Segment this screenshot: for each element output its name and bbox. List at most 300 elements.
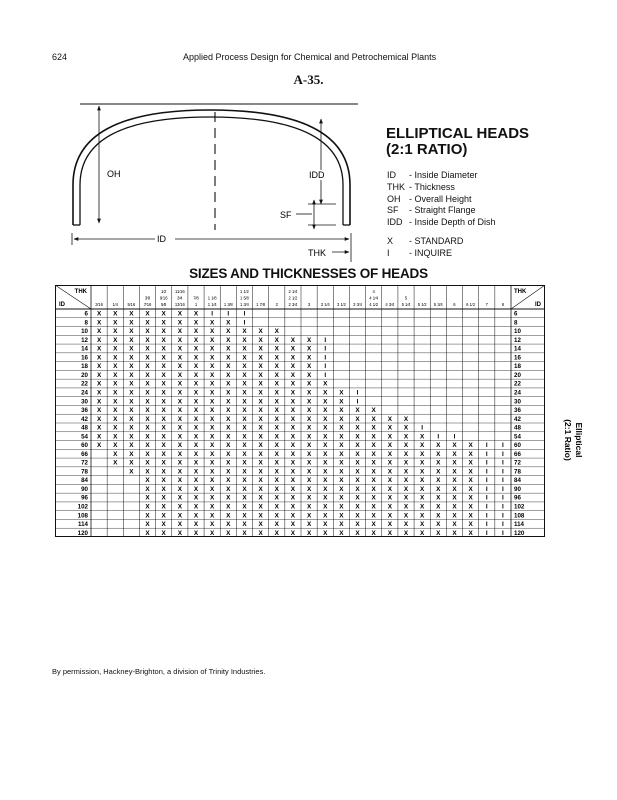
standard-mark: X xyxy=(387,503,392,511)
standard-mark: X xyxy=(210,459,215,467)
standard-mark: X xyxy=(210,494,215,502)
standard-mark: X xyxy=(420,485,425,493)
standard-mark: X xyxy=(274,485,279,493)
standard-mark: X xyxy=(226,477,231,485)
standard-mark: X xyxy=(339,529,344,537)
standard-mark: X xyxy=(226,407,231,415)
standard-mark: X xyxy=(193,521,199,529)
legend-key: X xyxy=(387,236,394,246)
standard-mark: X xyxy=(177,354,182,362)
standard-mark: X xyxy=(193,503,199,511)
standard-mark: X xyxy=(323,407,328,415)
row-id-left: 54 xyxy=(81,433,88,441)
row-id-left: 18 xyxy=(81,363,88,371)
standard-mark: X xyxy=(306,450,312,458)
standard-mark: X xyxy=(226,450,231,458)
standard-mark: X xyxy=(193,468,199,476)
standard-mark: X xyxy=(242,450,247,458)
row-id-right: 6 xyxy=(514,310,518,318)
standard-mark: X xyxy=(193,424,199,432)
inquire-mark: I xyxy=(324,345,327,353)
standard-mark: X xyxy=(306,336,312,344)
standard-mark: X xyxy=(468,485,473,493)
standard-mark: X xyxy=(161,521,166,529)
row-id-right: 114 xyxy=(514,521,524,529)
standard-mark: X xyxy=(306,363,312,371)
standard-mark: X xyxy=(226,380,231,388)
standard-mark: X xyxy=(290,503,296,511)
standard-mark: X xyxy=(403,468,409,476)
standard-mark: X xyxy=(420,442,425,450)
standard-mark: X xyxy=(113,450,118,458)
standard-mark: X xyxy=(226,459,231,467)
standard-mark: X xyxy=(210,371,215,379)
standard-mark: X xyxy=(420,477,425,485)
standard-mark: X xyxy=(129,442,134,450)
standard-mark: X xyxy=(290,354,296,362)
legend-row xyxy=(387,170,496,182)
standard-mark: X xyxy=(323,398,328,406)
standard-mark: X xyxy=(129,398,134,406)
column-header: 1 xyxy=(194,302,198,307)
standard-mark: X xyxy=(145,442,150,450)
standard-mark: X xyxy=(339,442,344,450)
standard-mark: X xyxy=(403,494,409,502)
legend-row xyxy=(387,217,496,229)
standard-mark: X xyxy=(161,407,166,415)
standard-mark: X xyxy=(113,336,118,344)
standard-mark: X xyxy=(113,310,118,318)
standard-mark: X xyxy=(161,389,166,397)
standard-mark: X xyxy=(258,503,263,511)
standard-mark: X xyxy=(145,494,150,502)
standard-mark: X xyxy=(274,459,279,467)
standard-mark: X xyxy=(355,424,360,432)
standard-mark: X xyxy=(177,494,182,502)
standard-mark: X xyxy=(161,380,166,388)
row-id-left: 114 xyxy=(78,521,88,529)
standard-mark: X xyxy=(339,389,344,397)
standard-mark: X xyxy=(258,468,263,476)
row-id-left: 10 xyxy=(81,328,88,336)
standard-mark: X xyxy=(129,363,134,371)
inquire-mark: I xyxy=(485,512,488,520)
standard-mark: X xyxy=(96,310,102,318)
standard-mark: X xyxy=(355,468,360,476)
standard-mark: X xyxy=(306,442,312,450)
standard-mark: X xyxy=(161,459,166,467)
standard-mark: X xyxy=(193,485,199,493)
standard-mark: X xyxy=(323,442,328,450)
standard-mark: X xyxy=(226,354,231,362)
thk-label: THK xyxy=(308,248,326,258)
standard-mark: X xyxy=(274,477,279,485)
standard-mark: X xyxy=(258,389,263,397)
row-id-right: 102 xyxy=(514,503,525,511)
standard-mark: X xyxy=(242,468,247,476)
standard-mark: X xyxy=(339,398,344,406)
standard-mark: X xyxy=(306,512,312,520)
standard-mark: X xyxy=(403,485,409,493)
standard-mark: X xyxy=(96,363,102,371)
standard-mark: X xyxy=(113,424,118,432)
legend-key: SF xyxy=(387,205,399,216)
inquire-mark: I xyxy=(243,310,246,318)
row-id-right: 10 xyxy=(514,328,521,336)
row-id-right: 16 xyxy=(514,354,521,362)
legend-row xyxy=(387,182,496,194)
standard-mark: X xyxy=(129,459,134,467)
standard-mark: X xyxy=(242,433,247,441)
standard-mark: X xyxy=(177,398,182,406)
standard-mark: X xyxy=(290,512,296,520)
standard-mark: X xyxy=(355,407,360,415)
standard-mark: X xyxy=(306,354,312,362)
inquire-mark: I xyxy=(485,442,488,450)
standard-mark: X xyxy=(339,477,344,485)
standard-mark: X xyxy=(306,389,312,397)
standard-mark: X xyxy=(339,415,344,423)
standard-mark: X xyxy=(306,477,312,485)
standard-mark: X xyxy=(387,424,392,432)
legend-text: - Thickness xyxy=(409,181,455,192)
standard-mark: X xyxy=(193,380,199,388)
standard-mark: X xyxy=(323,477,328,485)
standard-mark: X xyxy=(177,345,182,353)
standard-mark: X xyxy=(129,310,134,318)
standard-mark: X xyxy=(145,310,150,318)
standard-mark: X xyxy=(290,450,296,458)
standard-mark: X xyxy=(355,415,360,423)
standard-mark: X xyxy=(113,398,118,406)
standard-mark: X xyxy=(274,354,279,362)
standard-mark: X xyxy=(145,512,150,520)
legend-key: I xyxy=(387,247,390,258)
standard-mark: X xyxy=(113,389,118,397)
standard-mark: X xyxy=(290,363,296,371)
row-id-right: 14 xyxy=(514,345,521,353)
standard-mark: X xyxy=(226,319,231,327)
standard-mark: X xyxy=(306,371,312,379)
standard-mark: X xyxy=(420,468,425,476)
standard-mark: X xyxy=(129,424,134,432)
standard-mark: X xyxy=(210,407,215,415)
standard-mark: X xyxy=(339,407,344,415)
standard-mark: X xyxy=(210,450,215,458)
column-header: 4 1⁄2 xyxy=(369,302,379,307)
standard-mark: X xyxy=(129,328,134,336)
standard-mark: X xyxy=(323,380,328,388)
standard-mark: X xyxy=(274,415,279,423)
standard-mark: X xyxy=(177,529,182,537)
standard-mark: X xyxy=(210,328,215,336)
permission-note: By permission, Hackney-Brighton, a division of Trinity Industries. xyxy=(52,667,266,676)
standard-mark: X xyxy=(339,424,344,432)
legend-text: - Overall Height xyxy=(409,193,472,204)
standard-mark: X xyxy=(161,442,166,450)
standard-mark: X xyxy=(113,319,118,327)
standard-mark: X xyxy=(226,371,231,379)
standard-mark: X xyxy=(290,407,296,415)
inquire-mark: I xyxy=(324,371,327,379)
inquire-mark: I xyxy=(502,512,504,520)
inquire-mark: I xyxy=(243,319,246,327)
standard-mark: X xyxy=(274,328,279,336)
standard-mark: X xyxy=(193,512,199,520)
abbreviation-legend xyxy=(387,170,496,229)
legend-text: - Inside Depth of Dish xyxy=(409,217,496,228)
standard-mark: X xyxy=(161,345,166,353)
inquire-mark: I xyxy=(453,433,456,441)
standard-mark: X xyxy=(193,529,199,537)
row-id-left: 108 xyxy=(77,512,88,520)
row-id-right: 54 xyxy=(514,433,521,441)
inquire-mark: I xyxy=(324,354,327,362)
row-id-left: 36 xyxy=(81,407,88,415)
standard-mark: X xyxy=(452,494,457,502)
standard-mark: X xyxy=(468,468,473,476)
standard-mark: X xyxy=(355,442,360,450)
standard-mark: X xyxy=(290,424,296,432)
standard-mark: X xyxy=(371,415,376,423)
standard-mark: X xyxy=(468,459,473,467)
standard-mark: X xyxy=(468,450,473,458)
row-id-right: 48 xyxy=(514,424,521,432)
standard-mark: X xyxy=(290,529,296,537)
standard-mark: X xyxy=(355,433,360,441)
standard-mark: X xyxy=(371,494,376,502)
row-id-left: 90 xyxy=(81,485,88,493)
standard-mark: X xyxy=(436,450,441,458)
standard-mark: X xyxy=(306,433,312,441)
standard-mark: X xyxy=(242,371,247,379)
column-header: 5 xyxy=(404,295,408,301)
side-label-line1: Elliptical xyxy=(574,422,584,458)
idd-label: IDD xyxy=(309,170,325,180)
standard-mark: X xyxy=(226,415,231,423)
standard-mark: X xyxy=(242,389,247,397)
standard-mark: X xyxy=(339,433,344,441)
standard-mark: X xyxy=(193,398,199,406)
standard-mark: X xyxy=(113,380,118,388)
standard-mark: X xyxy=(452,521,457,529)
row-id-right: 78 xyxy=(514,468,521,476)
standard-mark: X xyxy=(290,371,296,379)
standard-mark: X xyxy=(113,371,118,379)
inquire-mark: I xyxy=(485,477,488,485)
column-header: 1 3⁄8 xyxy=(223,302,233,307)
standard-mark: X xyxy=(210,512,215,520)
column-header: 13⁄16 xyxy=(174,302,185,307)
standard-mark: X xyxy=(290,345,296,353)
standard-mark: X xyxy=(355,485,360,493)
standard-mark: X xyxy=(339,494,344,502)
column-header: 3 1⁄4 xyxy=(320,302,330,307)
inquire-mark: I xyxy=(502,485,504,493)
standard-mark: X xyxy=(371,450,376,458)
heads-title-line2: (2:1 RATIO) xyxy=(386,141,468,158)
row-id-right: 20 xyxy=(514,371,521,379)
standard-mark: X xyxy=(436,503,441,511)
standard-mark: X xyxy=(274,398,279,406)
standard-mark: X xyxy=(193,415,199,423)
standard-mark: X xyxy=(452,468,457,476)
legend-key: OH xyxy=(387,193,401,204)
standard-mark: X xyxy=(129,319,134,327)
standard-mark: X xyxy=(258,407,263,415)
standard-mark: X xyxy=(177,407,182,415)
row-id-left: 14 xyxy=(81,345,88,353)
standard-mark: X xyxy=(242,407,247,415)
standard-mark: X xyxy=(96,433,102,441)
standard-mark: X xyxy=(258,354,263,362)
standard-mark: X xyxy=(177,371,182,379)
row-id-left: 78 xyxy=(81,468,88,476)
standard-mark: X xyxy=(258,485,263,493)
standard-mark: X xyxy=(226,485,231,493)
standard-mark: X xyxy=(193,319,199,327)
inquire-mark: I xyxy=(485,459,488,467)
legend-row xyxy=(387,236,463,248)
standard-mark: X xyxy=(274,512,279,520)
standard-mark: X xyxy=(323,389,328,397)
standard-mark: X xyxy=(226,521,231,529)
column-header: 7⁄8 xyxy=(193,295,199,301)
row-id-right: 30 xyxy=(514,398,521,406)
standard-mark: X xyxy=(339,521,344,529)
standard-mark: X xyxy=(323,433,328,441)
standard-mark: X xyxy=(420,450,425,458)
inquire-mark: I xyxy=(356,398,359,406)
standard-mark: X xyxy=(452,512,457,520)
standard-mark: X xyxy=(177,477,182,485)
standard-mark: X xyxy=(177,512,182,520)
inquire-mark: I xyxy=(356,389,359,397)
standard-mark: X xyxy=(145,424,150,432)
inquire-mark: I xyxy=(502,503,504,511)
standard-mark: X xyxy=(242,415,247,423)
standard-mark: X xyxy=(193,450,199,458)
standard-mark: X xyxy=(145,433,150,441)
standard-mark: X xyxy=(290,415,296,423)
standard-mark: X xyxy=(145,503,150,511)
standard-mark: X xyxy=(161,468,166,476)
column-header: 3 xyxy=(307,302,311,307)
standard-mark: X xyxy=(113,442,118,450)
standard-mark: X xyxy=(129,433,134,441)
standard-mark: X xyxy=(193,328,199,336)
standard-mark: X xyxy=(403,529,409,537)
standard-mark: X xyxy=(371,459,376,467)
standard-mark: X xyxy=(468,477,473,485)
standard-mark: X xyxy=(436,529,441,537)
standard-mark: X xyxy=(193,345,199,353)
standard-mark: X xyxy=(145,363,150,371)
standard-mark: X xyxy=(177,521,182,529)
standard-mark: X xyxy=(387,450,392,458)
standard-mark: X xyxy=(306,485,312,493)
standard-mark: X xyxy=(387,485,392,493)
standard-mark: X xyxy=(290,398,296,406)
column-header: 5⁄8 xyxy=(161,302,167,307)
standard-mark: X xyxy=(161,494,166,502)
standard-mark: X xyxy=(210,380,215,388)
standard-mark: X xyxy=(210,398,215,406)
standard-mark: X xyxy=(274,529,279,537)
standard-mark: X xyxy=(468,494,473,502)
standard-mark: X xyxy=(452,442,457,450)
inquire-mark: I xyxy=(502,529,504,537)
standard-mark: X xyxy=(371,468,376,476)
standard-mark: X xyxy=(436,468,441,476)
standard-mark: X xyxy=(339,459,344,467)
inquire-mark: I xyxy=(324,363,327,371)
standard-mark: X xyxy=(290,433,296,441)
standard-mark: X xyxy=(145,319,150,327)
row-id-left: 48 xyxy=(81,424,88,432)
standard-mark: X xyxy=(258,415,263,423)
standard-mark: X xyxy=(177,319,182,327)
standard-mark: X xyxy=(242,485,247,493)
standard-mark: X xyxy=(226,442,231,450)
standard-mark: X xyxy=(306,494,312,502)
row-id-left: 6 xyxy=(84,310,88,318)
inquire-mark: I xyxy=(502,468,504,476)
standard-mark: X xyxy=(161,485,166,493)
standard-mark: X xyxy=(113,328,118,336)
column-header: 1⁄4 xyxy=(112,302,118,307)
standard-mark: X xyxy=(226,363,231,371)
standard-mark: X xyxy=(96,319,102,327)
standard-mark: X xyxy=(96,328,102,336)
standard-mark: X xyxy=(306,345,312,353)
standard-mark: X xyxy=(371,424,376,432)
standard-mark: X xyxy=(274,442,279,450)
standard-mark: X xyxy=(177,485,182,493)
standard-mark: X xyxy=(161,477,166,485)
column-header: 2 1⁄4 xyxy=(288,289,298,294)
legend-text: - Straight Flange xyxy=(409,205,476,216)
standard-mark: X xyxy=(145,407,150,415)
standard-mark: X xyxy=(258,336,263,344)
column-header: 7⁄16 xyxy=(143,302,152,307)
row-id-right: 12 xyxy=(514,336,521,344)
standard-mark: X xyxy=(177,503,182,511)
column-header: 5 3⁄4 xyxy=(433,302,443,307)
standard-mark: X xyxy=(145,485,150,493)
standard-mark: X xyxy=(161,512,166,520)
standard-mark: X xyxy=(420,433,425,441)
standard-mark: X xyxy=(161,398,166,406)
standard-mark: X xyxy=(290,494,296,502)
standard-mark: X xyxy=(210,503,215,511)
column-header: 6 xyxy=(453,302,456,307)
running-title: Applied Process Design for Chemical and Petrochemical Plants xyxy=(183,52,437,62)
standard-mark: X xyxy=(290,485,296,493)
column-header: 2 xyxy=(275,302,278,307)
inquire-mark: I xyxy=(502,477,504,485)
standard-mark: X xyxy=(387,521,392,529)
standard-mark: X xyxy=(468,512,473,520)
column-header: 2 3⁄4 xyxy=(288,302,298,307)
standard-mark: X xyxy=(145,415,150,423)
standard-mark: X xyxy=(371,512,376,520)
standard-mark: X xyxy=(371,521,376,529)
standard-mark: X xyxy=(161,503,166,511)
standard-mark: X xyxy=(371,442,376,450)
column-header: 6 1⁄2 xyxy=(466,302,476,307)
row-id-left: 42 xyxy=(81,415,88,423)
